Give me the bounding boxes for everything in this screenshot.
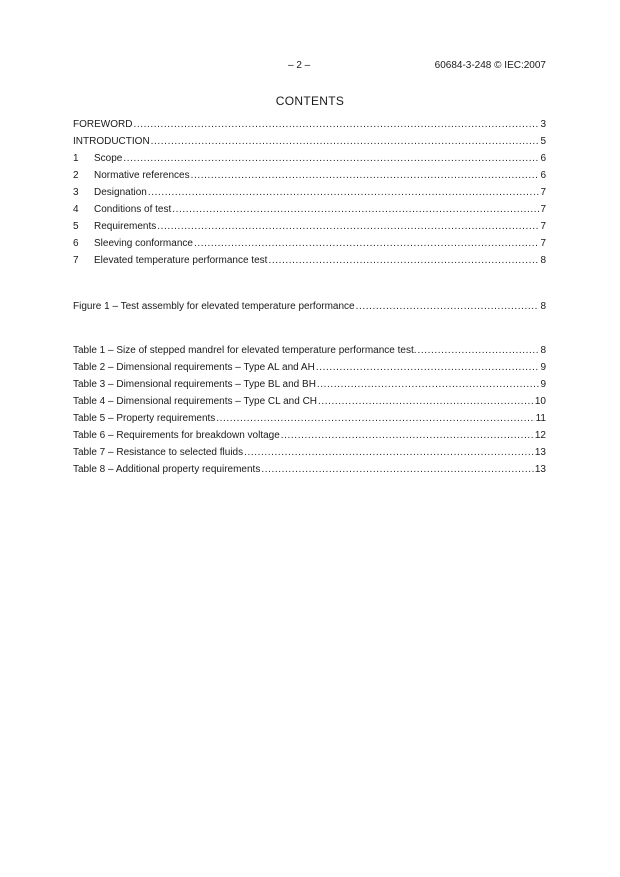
- toc-entry-label: INTRODUCTION: [73, 136, 150, 147]
- toc-entry-page: 8: [540, 255, 546, 266]
- toc-entry-label: Table 3 – Dimensional requirements – Type BL and BH: [73, 379, 316, 390]
- toc-entry-page: 8: [540, 301, 546, 312]
- toc-entry-introduction[interactable]: [73, 133, 546, 150]
- leader-dots: [194, 235, 539, 252]
- leader-dots: [281, 427, 534, 444]
- toc-entry-label: Table 4 – Dimensional requirements – Type CL and CH: [73, 396, 318, 407]
- toc-entry-page: 3: [540, 119, 546, 130]
- leader-dots: [317, 376, 540, 393]
- toc-entry-page: 12: [534, 430, 546, 441]
- toc-entry-page: 10: [534, 396, 546, 407]
- toc-entry-page: 9: [540, 362, 546, 373]
- toc-entry-page: 7: [540, 238, 546, 249]
- leader-dots: [157, 218, 539, 235]
- toc-entry-table-8[interactable]: [73, 461, 546, 478]
- toc-entry-number: 5: [73, 221, 79, 232]
- toc-entry-table-1[interactable]: [73, 342, 546, 359]
- leader-dots: [216, 410, 534, 427]
- leader-dots: [151, 133, 540, 150]
- toc-entry-table-6[interactable]: [73, 427, 546, 444]
- leader-dots: [244, 444, 534, 461]
- toc-entry-label: Table 5 – Property requirements: [73, 413, 216, 424]
- leader-dots: [318, 393, 534, 410]
- toc-entry-page: 7: [540, 187, 546, 198]
- toc-entry-label: Normative references: [94, 170, 190, 181]
- toc-entry-label: Figure 1 – Test assembly for elevated temperature performance: [73, 301, 355, 312]
- toc-entry-table-5[interactable]: [73, 410, 546, 427]
- toc-entry-number: 3: [73, 187, 79, 198]
- toc-entry-page: 5: [540, 136, 546, 147]
- leader-dots: [191, 167, 540, 184]
- toc-entry-table-4[interactable]: [73, 393, 546, 410]
- toc-entry-page: 9: [540, 379, 546, 390]
- toc-entry-normative-references[interactable]: [73, 167, 546, 184]
- toc-entry-page: 6: [540, 153, 546, 164]
- leader-dots: [418, 342, 540, 359]
- leader-dots: [148, 184, 540, 201]
- toc-entry-label: Table 2 – Dimensional requirements – Type AL and AH: [73, 362, 315, 373]
- leader-dots: [268, 252, 539, 269]
- toc-entry-label: Scope: [94, 153, 123, 164]
- toc-figures: [73, 298, 546, 315]
- toc-entry-sleeving-conformance[interactable]: [73, 235, 546, 252]
- toc-entry-label: Designation: [94, 187, 147, 198]
- toc-entry-label: Elevated temperature performance test: [94, 255, 268, 266]
- toc-entry-number: 2: [73, 170, 79, 181]
- leader-dots: [172, 201, 539, 218]
- toc-entry-label: Table 8 – Additional property requirements: [73, 464, 261, 475]
- toc-entry-number: 1: [73, 153, 79, 164]
- leader-dots: [356, 298, 540, 315]
- toc-entry-label: Table 6 – Requirements for breakdown voltage: [73, 430, 280, 441]
- toc-entry-conditions-of-test[interactable]: [73, 201, 546, 218]
- toc-entry-elevated-temperature-test[interactable]: [73, 252, 546, 269]
- toc-entry-label: Table 1 – Size of stepped mandrel for elevated temperature performance test.: [73, 345, 417, 356]
- page-title: CONTENTS: [275, 94, 345, 108]
- page-number: – 2 –: [288, 60, 311, 71]
- toc-entry-page: 7: [540, 221, 546, 232]
- toc-entry-page: 8: [540, 345, 546, 356]
- toc-sections: [73, 116, 546, 269]
- leader-dots: [123, 150, 539, 167]
- toc-entry-number: 7: [73, 255, 79, 266]
- toc-entry-page: 11: [535, 413, 546, 424]
- toc-entry-label: Conditions of test: [94, 204, 172, 215]
- leader-dots: [261, 461, 534, 478]
- leader-dots: [133, 116, 539, 133]
- toc-entry-label: Requirements: [94, 221, 157, 232]
- toc-entry-designation[interactable]: [73, 184, 546, 201]
- toc-entry-label: FOREWORD: [73, 119, 133, 130]
- toc-entry-page: 6: [540, 170, 546, 181]
- toc-entry-page: 13: [534, 464, 546, 475]
- toc-entry-label: Table 7 – Resistance to selected fluids: [73, 447, 244, 458]
- toc-entry-scope[interactable]: [73, 150, 546, 167]
- toc-entry-requirements[interactable]: [73, 218, 546, 235]
- toc-entry-foreword[interactable]: [73, 116, 546, 133]
- toc-entry-table-2[interactable]: [73, 359, 546, 376]
- toc-tables: [73, 342, 546, 478]
- toc-entry-page: 7: [540, 204, 546, 215]
- toc-entry-figure-1[interactable]: [73, 298, 546, 315]
- leader-dots: [316, 359, 540, 376]
- toc-entry-number: 4: [73, 204, 79, 215]
- toc-entry-number: 6: [73, 238, 79, 249]
- toc-entry-table-7[interactable]: [73, 444, 546, 461]
- toc-entry-page: 13: [534, 447, 546, 458]
- toc-entry-label: Sleeving conformance: [94, 238, 193, 249]
- document-id: 60684-3-248 © IEC:2007: [434, 60, 546, 71]
- toc-entry-table-3[interactable]: [73, 376, 546, 393]
